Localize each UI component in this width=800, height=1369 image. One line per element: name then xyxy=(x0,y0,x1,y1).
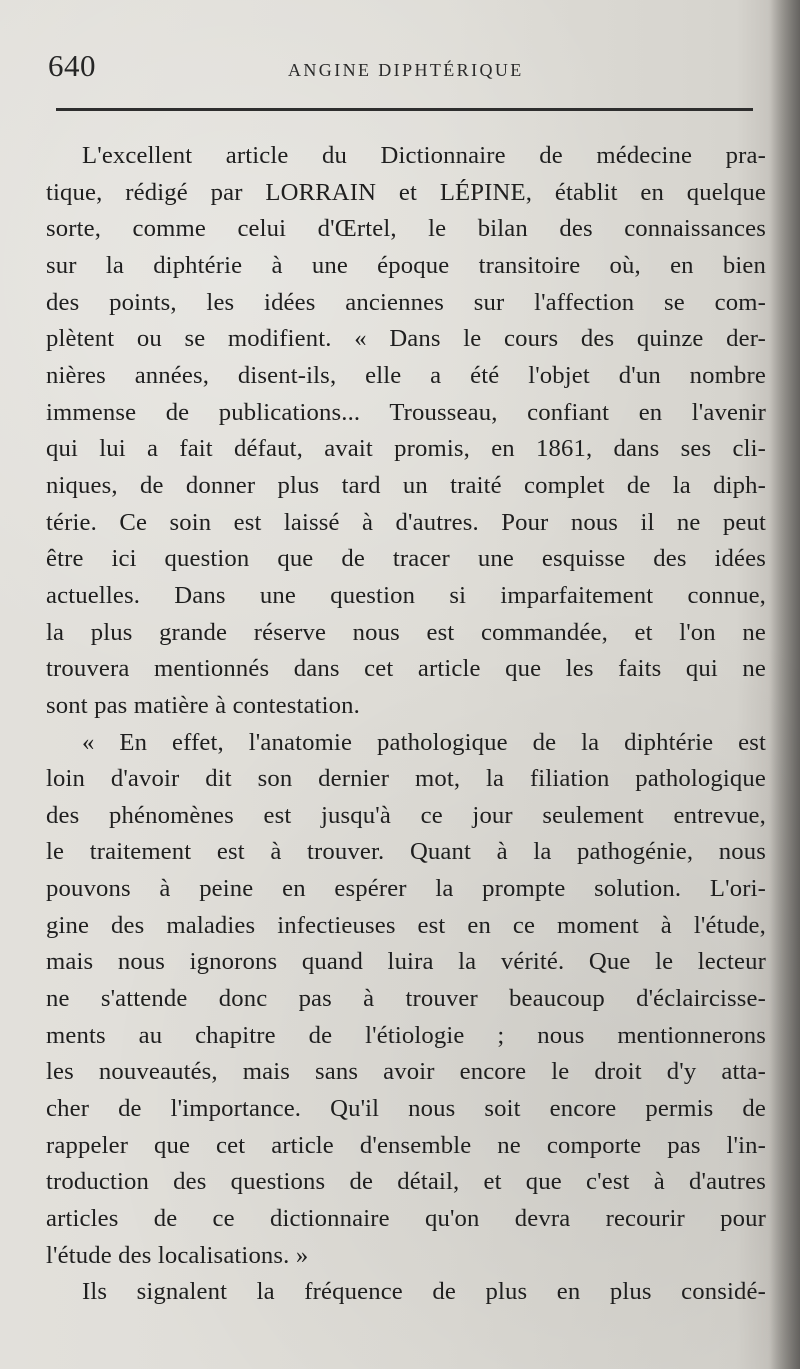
text-line: térie. Ce soin est laissé à d'autres. Pour nous il ne peut xyxy=(46,508,766,536)
text-line: « En effet, l'anatomie pathologique de la diphtérie est xyxy=(82,728,766,756)
page-edge-shadow xyxy=(770,0,800,1369)
text-line: articles de ce dictionnaire qu'on devra recourir pour xyxy=(46,1205,766,1233)
text-line: troduction des questions de détail, et que c'est à d'autres xyxy=(46,1168,766,1196)
page-number: 640 xyxy=(48,48,96,83)
text-line: sur la diphtérie à une époque transitoire où, en bien xyxy=(46,251,766,279)
text-line: immense de publications... Trousseau, confiant en l'avenir xyxy=(46,398,766,426)
text-line: mais nous ignorons quand luira la vérité. Que le lecteur xyxy=(46,948,766,976)
text-line: sont pas matière à contestation. xyxy=(46,691,360,719)
text-line: rappeler que cet article d'ensemble ne comporte pas l'in- xyxy=(46,1131,766,1159)
text-line: loin d'avoir dit son dernier mot, la filiation pathologique xyxy=(46,765,766,793)
running-title: ANGINE DIPHTÉRIQUE xyxy=(288,60,524,80)
text-line: Ils signalent la fréquence de plus en plus considé- xyxy=(82,1278,766,1306)
text-line: niques, de donner plus tard un traité complet de la diph- xyxy=(46,471,766,499)
text-line: qui lui a fait défaut, avait promis, en 1861, dans ses cli- xyxy=(46,435,766,463)
text-line: la plus grande réserve nous est commandée, et l'on ne xyxy=(46,618,766,646)
text-line: gine des maladies infectieuses est en ce moment à l'étude, xyxy=(46,911,766,939)
text-line: nières années, disent-ils, elle a été l'objet d'un nombre xyxy=(46,361,766,389)
text-line: ne s'attende donc pas à trouver beaucoup d'éclaircisse- xyxy=(46,985,766,1013)
text-line: être ici question que de tracer une esquisse des idées xyxy=(46,545,766,573)
text-line: actuelles. Dans une question si imparfaitement connue, xyxy=(46,581,766,609)
text-line: cher de l'importance. Qu'il nous soit encore permis de xyxy=(46,1095,766,1123)
text-line: le traitement est à trouver. Quant à la pathogénie, nous xyxy=(46,838,766,866)
page-header xyxy=(48,48,760,88)
text-line: pouvons à peine en espérer la prompte solution. L'ori- xyxy=(46,875,766,903)
text-line: plètent ou se modifient. « Dans le cours des quinze der- xyxy=(46,325,766,353)
header-rule xyxy=(56,108,753,111)
main-text xyxy=(46,138,766,1311)
text-line: les nouveautés, mais sans avoir encore le droit d'y atta- xyxy=(46,1058,766,1086)
text-line: trouvera mentionnés dans cet article que les faits qui ne xyxy=(46,655,766,683)
text-line: l'étude des localisations. » xyxy=(46,1241,309,1269)
text-line: L'excellent article du Dictionnaire de médecine pra- xyxy=(82,142,766,169)
text-line: tique, rédigé par LORRAIN et LÉPINE, établit en quelque xyxy=(46,178,766,206)
text-line: des points, les idées anciennes sur l'affection se com- xyxy=(46,288,766,316)
text-line: sorte, comme celui d'Œrtel, le bilan des connaissances xyxy=(46,215,766,243)
text-line: ments au chapitre de l'étiologie ; nous mentionnerons xyxy=(46,1021,766,1049)
text-line: des phénomènes est jusqu'à ce jour seulement entrevue, xyxy=(46,801,766,829)
